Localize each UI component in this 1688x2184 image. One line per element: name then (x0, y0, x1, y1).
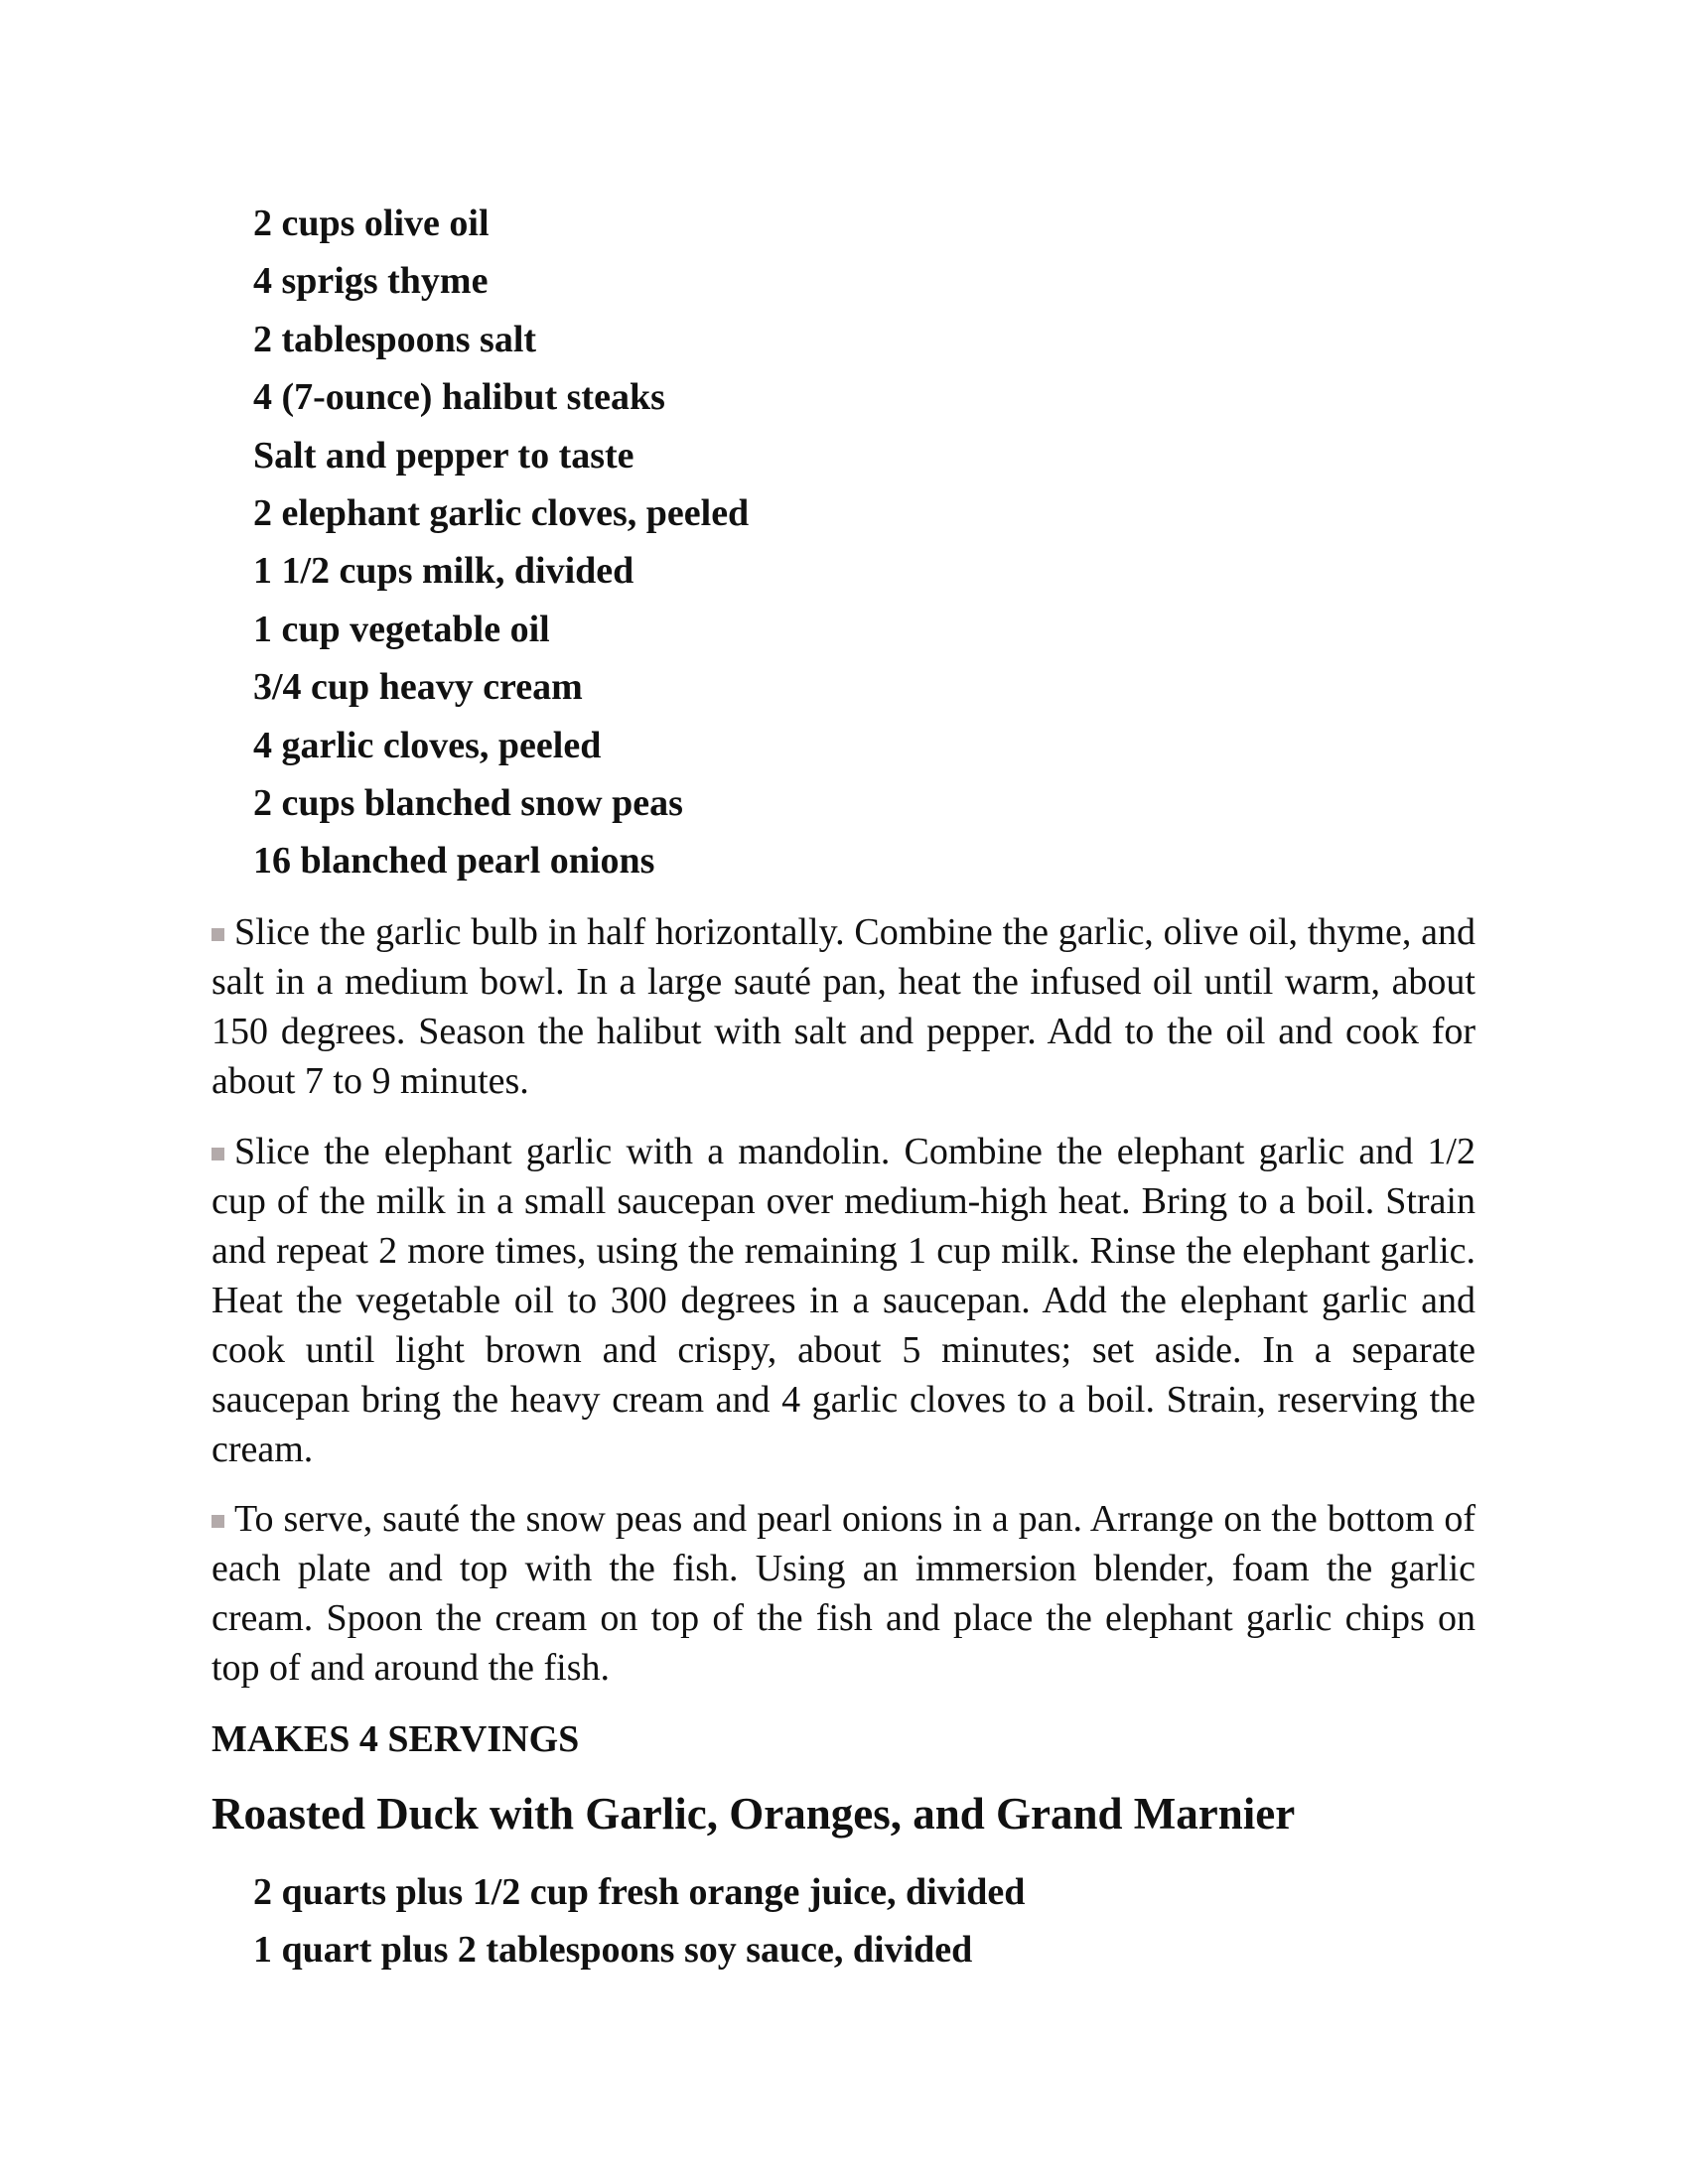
ingredient-item: 1 quart plus 2 tablespoons soy sauce, divided (253, 1929, 973, 1972)
ingredient-item: 1 1/2 cups milk, divided (253, 550, 634, 593)
ingredient-item: 2 elephant garlic cloves, peeled (253, 491, 750, 534)
ingredient-item: 2 cups blanched snow peas (253, 781, 683, 824)
instruction-step (211, 1127, 1476, 1474)
ingredient-item: 3/4 cup heavy cream (253, 666, 583, 709)
ingredient-item: 4 sprigs thyme (253, 260, 489, 303)
ingredient-item: 4 garlic cloves, peeled (253, 724, 602, 766)
ingredient-item: 4 (7-ounce) halibut steaks (253, 376, 665, 419)
ingredient-item: 16 blanched pearl onions (253, 840, 655, 883)
ingredient-item: Salt and pepper to taste (253, 434, 634, 477)
step-text: To serve, sauté the snow peas and pearl onions in a pan. Arrange on the bottom of each plate and top with the fish. Using an immersion blender, foam the garlic cream. Spoon the cream on top of the fish and place the elephant garlic chips on top of and around the fish. (211, 1498, 1476, 1689)
ingredient-list (253, 195, 1445, 890)
step-text: Slice the elephant garlic with a mandolin. Combine the elephant garlic and 1/2 cup of the milk in a small saucepan over medium-high heat. Bring to a boil. Strain and repeat 2 more times, using the remaining 1 cup milk. Rinse the elephant garlic. Heat the vegetable oil to 300 degrees in a saucepan. Add the elephant garlic and cook until light brown and crispy, about 5 minutes; set aside. In a separate saucepan bring the heavy cream and 4 garlic cloves to a boil. Strain, reserving the cream. (211, 1131, 1476, 1470)
square-bullet-icon (211, 1515, 224, 1528)
ingredient-item: 1 cup vegetable oil (253, 608, 550, 650)
instruction-step (211, 907, 1476, 1106)
step-text: Slice the garlic bulb in half horizontally. Combine the garlic, olive oil, thyme, and salt in a medium bowl. In a large sauté pan, heat the infused oil until warm, about 150 degrees. Season the halibut with salt and pepper. Add to the oil and cook for about 7 to 9 minutes. (211, 911, 1476, 1102)
instruction-step (211, 1494, 1476, 1693)
ingredient-item: 2 quarts plus 1/2 cup fresh orange juice, divided (253, 1871, 1026, 1913)
recipe-title: Roasted Duck with Garlic, Oranges, and Grand Marnier (211, 1789, 1296, 1839)
ingredient-item: 2 tablespoons salt (253, 318, 537, 360)
square-bullet-icon (211, 1148, 224, 1160)
ingredient-item: 2 cups olive oil (253, 203, 490, 244)
ingredient-list (253, 1863, 1445, 1979)
servings-yield: MAKES 4 SERVINGS (211, 1718, 580, 1760)
square-bullet-icon (211, 928, 224, 941)
